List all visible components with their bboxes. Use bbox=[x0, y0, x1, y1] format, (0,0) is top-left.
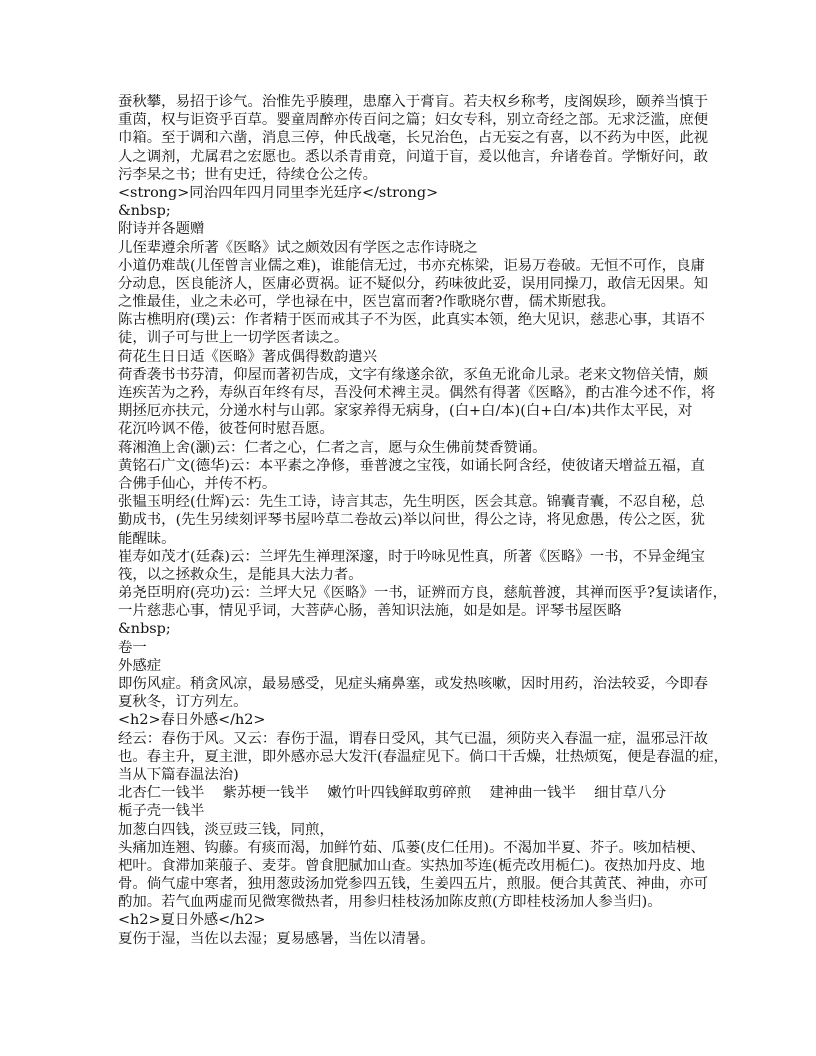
text-line: &nbsp; bbox=[118, 203, 171, 220]
text-line: 即伤风症。稍贪风凉，最易感受，见症头痛鼻塞，或发热咳嗽，因时用药，治法较妥，今即春 bbox=[118, 676, 709, 692]
text-line: 一片慈悲心事，情见乎词，大菩萨心肠，善知识法施，如是如是。评琴书屋医略 bbox=[118, 603, 622, 620]
text-line: 蒋湘渔上舍(灏)云：仁者之心，仁者之言，愿与众生佛前焚香赞诵。 bbox=[118, 439, 547, 456]
text-line: <h2>春日外感</h2> bbox=[118, 712, 266, 729]
text-line: <strong>同治四年四月同里李光廷序</strong> bbox=[118, 184, 439, 201]
text-line: 重茵，权与讵资乎百草。婴童周醉亦传百问之篇；妇女专科，别立奇经之部。无求泛滥，庶便 bbox=[118, 112, 709, 129]
text-line: 之惟最佳，业之未必可，学也禄在中，医岂富而奢?作歌晓尔曹，儒术斯慰我。 bbox=[118, 294, 615, 311]
text-line: 附诗并各题赠 bbox=[118, 221, 205, 238]
text-line: 花沉吟讽不倦，彼苍何时慰吾愿。 bbox=[118, 421, 334, 438]
text-line: 徒，训子可与世上一切学医者读之。 bbox=[118, 330, 349, 347]
text-line: 夏秋冬，订方列左。 bbox=[118, 694, 248, 711]
text-line: 荷花生日日适《医略》著成偶得数韵遣兴 bbox=[118, 348, 378, 365]
text-line: 头痛加连翘、钩藤。有痰而渴，加鲜竹茹、瓜蒌(皮仁任用)。不渴加半夏、芥子。咳加桔梗、 bbox=[118, 839, 705, 856]
text-line: 卷一 bbox=[118, 639, 147, 656]
text-line: 黄铭石广文(德华)云：本平素之净修，垂普渡之宝筏，如诵长阿含经，使彼诸天增益五福，直 bbox=[118, 457, 705, 474]
text-line: 儿侄辈遵余所著《医略》试之颇效因有学医之志作诗晓之 bbox=[118, 239, 478, 256]
text-line: 陈古樵明府(璞)云：作者精于医而戒其子不为医，此真实本领，绝大见识，慈悲心事，其语不 bbox=[118, 312, 705, 329]
text-line: &nbsp; bbox=[118, 621, 171, 638]
text-line: 当从下篇春温法治) bbox=[118, 766, 239, 783]
text-line: 连疾苦为之矜，寿纵百年终有尽，吾没何术裨主灵。偶然有得著《医略》，酌古准今述不作，将 bbox=[118, 385, 716, 401]
text-line: 分动息，医良能济人，医庸必贾祸。证不疑似分，药味彼此妥，误用同操刀，敢信无因果。知 bbox=[118, 275, 709, 292]
text-line: 夏伤于湿，当佐以去湿；夏易感暑，当佐以清暑。 bbox=[118, 930, 435, 947]
text-line: 栀子壳一钱半 bbox=[118, 803, 205, 820]
text-line: 小道仍难哉(儿侄曾言业儒之难)，谁能信无过，书亦充栋梁，讵易万卷破。无恒不可作，良庸 bbox=[118, 257, 705, 274]
text-line: 筏，以之拯救众生，是能具大法力者。 bbox=[118, 566, 363, 583]
text-line: 荷香袭书书芬清，仰屋而著初告成，文字有缘遂余欲，豕鱼无讹命儿录。老来文物倍关情，颇 bbox=[118, 366, 709, 383]
text-line: 弟尧臣明府(亮功)云：兰坪大兄《医略》一书，证辨而方良，慈航普渡，其禅而医乎?复读诸作， bbox=[118, 585, 727, 602]
text-line: <h2>夏日外感</h2> bbox=[118, 912, 266, 929]
text-line: 骨。倘气虚中寒者，独用葱豉汤加党参四五钱，生姜四五片，煎服。便合其黄芪、神曲，亦可 bbox=[118, 876, 709, 893]
text-line: 污李杲之书；世有史迁，待续仓公之传。 bbox=[118, 166, 378, 183]
text-line: 人之调剂，尤属君之宏愿也。悉以杀青甫竟，问道于盲，爰以他言，弁诸卷首。学惭好问，敢 bbox=[118, 148, 709, 165]
text-line: 酌加。若气血两虚而见微寒微热者，用参归桂枝汤加陈皮煎(方即桂枝汤加人参当归)。 bbox=[118, 894, 662, 911]
text-line: 能醒昧。 bbox=[118, 530, 176, 547]
text-line: 也。春主升，夏主泄，即外感亦忌大发汗(春温症见下。倘口干舌燥，壮热烦冤，便是春温的症， bbox=[118, 748, 729, 765]
text-line: 经云：春伤于风。又云：春伤于温，谓春日受风，其气已温，须防夹入春温一症，温邪忌汗故 bbox=[118, 730, 709, 747]
text-line: 外感症 bbox=[118, 657, 162, 674]
text-line: 合佛手仙心，并传不朽。 bbox=[118, 475, 277, 492]
text-line: 北杏仁一钱半 紫苏梗一钱半 嫩竹叶四钱鲜取剪碎煎 建神曲一钱半 细甘草八分 bbox=[118, 785, 667, 802]
text-line: 巾箱。至于调和六凿，消息三停，仲氏战毫，长兄治色，占无妄之有喜，以不药为中医，此视 bbox=[118, 130, 709, 147]
text-line: 勤成书，(先生另续刻评琴书屋吟草二卷故云)举以问世，得公之诗，将见愈愚，传公之医，犹 bbox=[118, 512, 705, 529]
text-line: 崔寿如茂才(廷森)云：兰坪先生禅理深邃，时于吟咏见性真，所著《医略》一书，不异金绳宝 bbox=[118, 548, 705, 565]
text-line: 期拯厄亦扶元，分递水村与山郭。家家养得无病身，(白+白/本)(白+白/本)共作太平民，对 bbox=[118, 403, 693, 420]
document-page bbox=[118, 93, 729, 948]
text-line: 张韫玉明经(仕辉)云：先生工诗，诗言其志，先生明医，医会其意。锦囊青囊，不忍自秘，总 bbox=[118, 494, 705, 511]
text-line: 蚕秋攀，易招于诊气。治惟先乎腠理，患靡入于膏肓。若夫权乡称考，庋阁娱珍，颐养当慎于 bbox=[118, 94, 709, 110]
text-line: 加葱白四钱，淡豆豉三钱，同煎， bbox=[118, 821, 334, 838]
text-line: 杷叶。食滞加莱菔子、麦芽。曾食肥腻加山查。实热加芩连(栀壳改用栀仁)。夜热加丹皮、地 bbox=[118, 857, 705, 874]
